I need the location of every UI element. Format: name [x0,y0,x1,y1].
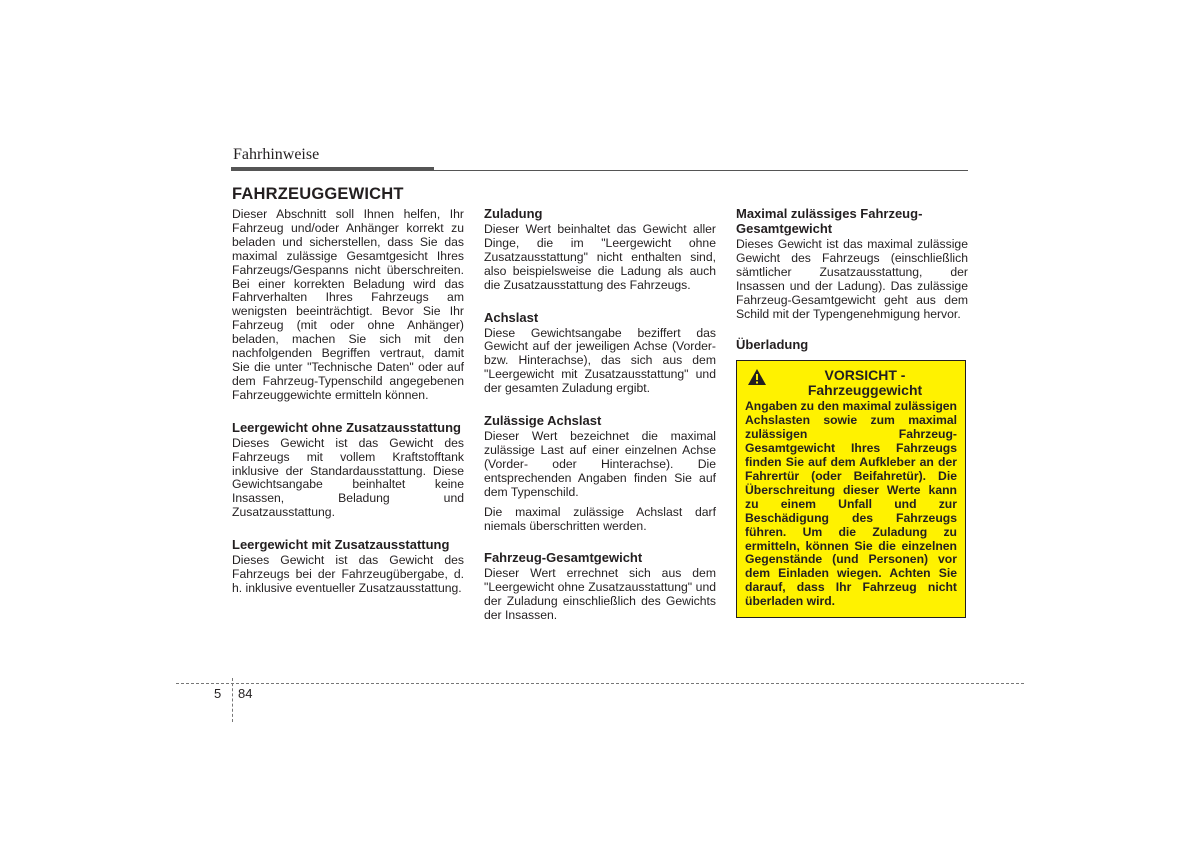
paragraph-zulaessige-achslast: Dieser Wert bezeichnet die maximal zulässige Last auf einer einzelnen Achse (Vorder- oder Hinterachse). Die entsprechenden Angaben finden Sie auf dem Typenschild. [484,429,716,499]
caution-header [745,368,957,398]
intro-paragraph: Dieser Abschnitt soll Ihnen helfen, Ihr Fahrzeug und/oder Anhänger korrekt zu beladen und sicherstellen, dass Sie das maximal zulässige Gesamtgesicht Ihres Fahrzeugs/Gespanns nicht überschreiten. Bei einer korrekten Beladung wird das Fahrverhalten Ihres Fahrzeugs am wenigsten beeinträchtigt. Bevor Sie Ihr Fahrzeug (mit oder ohne Anhänger) beladen, machen Sie sich mit den nachfolgenden Begriffen vertraut, damit Sie die unter "Technische Daten" oder auf dem Fahrzeug-Typenschild angegebenen Fahrzeuggewichte ermitteln können. [232,207,464,402]
paragraph-gesamtgewicht: Dieser Wert errechnet sich aus dem "Leergewicht ohne Zusatzausstattung" und der Zuladung einschließlich des Gewichts der Insassen. [484,566,716,623]
paragraph-achslast: Diese Gewichtsangabe beziffert das Gewicht auf der jeweiligen Achse (Vorder- bzw. Hinterachse), das sich aus dem "Leergewicht mit Zusatzausstattung" und der gesamten Zuladung ergibt. [484,325,716,396]
heading-leergewicht-ohne: Leergewicht ohne Zusatzausstattung [232,419,461,435]
running-header-title: Fahrhinweise [233,146,320,163]
paragraph-leergewicht-ohne: Dieses Gewicht ist das Gewicht des Fahrzeugs mit vollem Kraftstofftank inklusive der Standardausstattung. Diese Gewichtsangabe beinhaltet keine Insassen, Beladung und Zusatzausstattung. [232,435,464,520]
heading-ueberladung: Überladung [736,337,809,353]
column-3 [736,206,968,618]
caution-title: VORSICHT - Fahrzeuggewicht [807,367,923,399]
section-title: FAHRZEUGGEWICHT [232,185,404,203]
heading-achslast: Achslast [484,309,539,325]
heading-zulaessige-achslast: Zulässige Achslast [484,413,602,429]
header-rule-thin [434,170,968,171]
paragraph-achslast-warning: Die maximal zulässige Achslast darf niemals überschritten werden. [484,504,716,533]
caution-body: Angaben zu den maximal zulässigen Achslasten sowie zum maximal zulässigen Fahrzeug-Gesamtgewicht Ihres Fahrzeugs finden Sie auf dem Aufkleber an der Fahrertür (oder Beifahretür). Die Überschreitung dieser Werte kann zu einem Unfall und zur Beschädigung des Fahrzeugs führen. Um die Zuladung zu ermitteln, können Sie die einzelnen Gegenstände (und Personen) vor dem Einladen wiegen. Achten Sie darauf, dass Ihr Fahrzeug nicht überladen wird. [745,399,957,609]
warning-triangle-icon [747,368,767,386]
heading-zuladung: Zuladung [484,206,543,221]
footer-divider [232,678,233,722]
column-2 [484,206,716,623]
heading-leergewicht-mit: Leergewicht mit Zusatzausstattung [232,537,450,553]
heading-max-gesamtgewicht: Maximal zulässiges Fahrzeug-Gesamtgewicht [736,206,923,236]
paragraph-leergewicht-mit: Dieses Gewicht ist das Gewicht des Fahrzeugs bei der Fahrzeugübergabe, d. h. inklusive eventueller Zusatzausstattung. [232,553,464,595]
page-number: 84 [238,686,253,701]
caution-box [736,360,966,618]
header-rule-thick [231,167,434,171]
paragraph-max-gesamtgewicht: Dieses Gewicht ist das maximal zulässige Gewicht des Fahrzeugs (einschließlich sämtlicher Zusatzausstattung, der Insassen und der Ladung). Das zulässige Fahrzeug-Gesamtgewicht geht aus dem Schild mit der Typengenehmigung hervor. [736,237,968,321]
column-1 [232,184,464,596]
chapter-number: 5 [214,686,222,701]
heading-gesamtgewicht: Fahrzeug-Gesamtgewicht [484,550,643,566]
footer-rule [176,683,1024,684]
paragraph-zuladung: Dieser Wert beinhaltet das Gewicht aller Dinge, die im "Leergewicht ohne Zusatzausstattung" nicht enthalten sind, also beispielsweise die Ladung als auch die Zusatzausstattung des Fahrzeugs. [484,222,716,292]
